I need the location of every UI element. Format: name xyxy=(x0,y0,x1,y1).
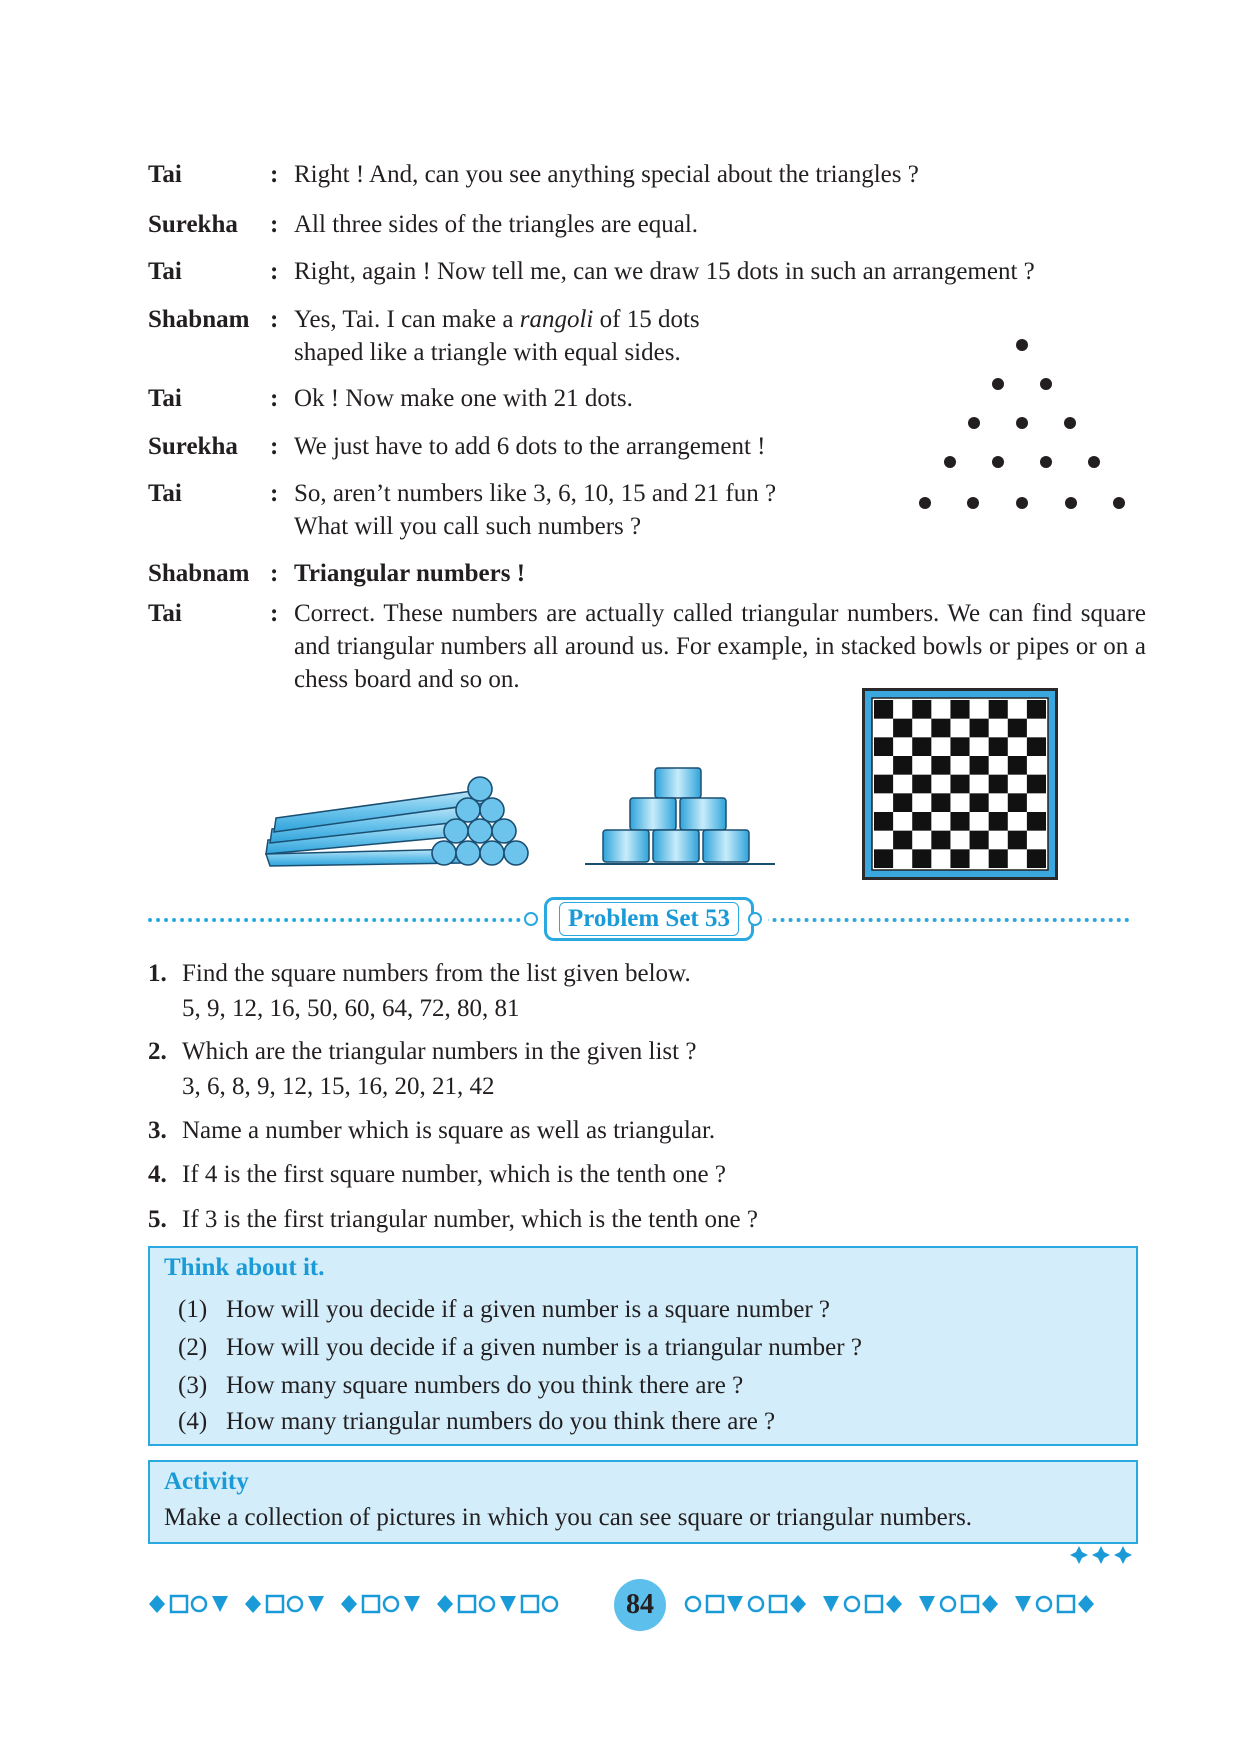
think-item-number: (2) xyxy=(178,1334,208,1361)
colon: : xyxy=(270,161,279,188)
chess-square xyxy=(874,812,893,831)
ornament-shape xyxy=(770,1596,786,1612)
chess-square xyxy=(1008,756,1027,775)
bowls-stack-icon xyxy=(585,765,775,870)
pipes-stack-icon xyxy=(262,765,537,880)
ornament-shape xyxy=(1015,1596,1031,1612)
chess-square xyxy=(912,737,931,756)
speaker: Tai xyxy=(148,600,182,627)
ornament-shape xyxy=(962,1596,978,1612)
end-diamonds-icon xyxy=(1068,1544,1134,1566)
dialogue-text: We just have to add 6 dots to the arrangement ! xyxy=(294,433,766,460)
problem-text: If 4 is the first square number, which is the tenth one ? xyxy=(182,1161,726,1188)
chess-square xyxy=(950,849,969,868)
colon: : xyxy=(270,560,279,587)
colon: : xyxy=(270,480,279,507)
problem-list: 3, 6, 8, 9, 12, 15, 16, 20, 21, 42 xyxy=(182,1073,495,1100)
colon: : xyxy=(270,258,279,285)
colon: : xyxy=(270,433,279,460)
chess-square xyxy=(874,737,893,756)
ornament-shape xyxy=(919,1596,935,1612)
ornament-shape xyxy=(1078,1595,1094,1613)
ornament-shape xyxy=(308,1596,324,1612)
problem-number: 5. xyxy=(148,1206,167,1233)
chess-square xyxy=(989,737,1008,756)
ornament-shape xyxy=(363,1596,379,1612)
speaker: Shabnam xyxy=(148,560,250,587)
dialogue-text: So, aren’t numbers like 3, 6, 10, 15 and 21 fun ? xyxy=(294,480,777,507)
colon: : xyxy=(270,385,279,412)
problem-text: Find the square numbers from the list given below. xyxy=(182,960,691,987)
chess-square xyxy=(970,793,989,812)
ornament-shape xyxy=(749,1597,763,1611)
ornament-shape xyxy=(288,1597,302,1611)
chess-square xyxy=(1008,831,1027,850)
activity-box xyxy=(148,1460,1138,1544)
think-box xyxy=(148,1246,1138,1446)
colon: : xyxy=(270,600,279,627)
speaker: Surekha xyxy=(148,433,238,460)
ornament-shape xyxy=(845,1597,859,1611)
ornament-shape xyxy=(149,1595,165,1613)
dialogue-text: All three sides of the triangles are equal. xyxy=(294,211,699,238)
problem-set-title xyxy=(530,897,768,937)
chess-square xyxy=(874,849,893,868)
ornament-shape xyxy=(886,1595,902,1613)
think-item-number: (1) xyxy=(178,1296,208,1323)
dialogue-text-line2: What will you call such numbers ? xyxy=(294,513,642,540)
ornament-shape xyxy=(480,1597,494,1611)
chess-square xyxy=(970,719,989,738)
chess-square xyxy=(970,831,989,850)
chess-square xyxy=(989,849,1008,868)
speaker: Tai xyxy=(148,161,182,188)
chess-square xyxy=(874,700,893,719)
ornament-shape xyxy=(707,1596,723,1612)
ornament-shape xyxy=(823,1596,839,1612)
chess-square xyxy=(931,831,950,850)
colon: : xyxy=(270,211,279,238)
problem-number: 4. xyxy=(148,1161,167,1188)
ornament-shape xyxy=(941,1597,955,1611)
ornament-shape xyxy=(459,1596,475,1612)
ornament-shape xyxy=(384,1597,398,1611)
page-number-badge xyxy=(614,1579,666,1631)
footer-ornament-left-icon xyxy=(148,1592,598,1616)
footer-ornament-right-icon xyxy=(684,1592,1134,1616)
ornament-shape xyxy=(1058,1596,1074,1612)
dialogue-text: Right, again ! Now tell me, can we draw 15 dots in such an arrangement ? xyxy=(294,258,1035,285)
ornament-shape xyxy=(267,1596,283,1612)
dialogue-text: Correct. These numbers are actually called triangular numbers. We can find square and triangular numbers all around us. For example, in stacked bowls or pipes or on a chess board and so on. xyxy=(294,600,1146,693)
dialogue-text: Right ! And, can you see anything special about the triangles ? xyxy=(294,161,919,188)
ring-left-icon xyxy=(524,912,538,926)
think-item-text: How will you decide if a given number is a square number ? xyxy=(226,1296,830,1323)
ornament-shape xyxy=(1037,1597,1051,1611)
activity-text: Make a collection of pictures in which you can see square or triangular numbers. xyxy=(164,1504,973,1531)
ornament-shape xyxy=(404,1596,420,1612)
chess-square xyxy=(931,719,950,738)
chess-square xyxy=(970,756,989,775)
think-item-number: (4) xyxy=(178,1408,208,1435)
problem-number: 2. xyxy=(148,1038,167,1065)
ornament-shape xyxy=(790,1595,806,1613)
chess-square xyxy=(950,700,969,719)
chess-square xyxy=(1008,793,1027,812)
ornament-shape xyxy=(543,1597,557,1611)
colon: : xyxy=(270,306,279,333)
chess-square xyxy=(912,849,931,868)
chess-square xyxy=(912,700,931,719)
dialogue-text-line2: shaped like a triangle with equal sides. xyxy=(294,339,681,366)
ornament-shape xyxy=(522,1596,538,1612)
dot-triangle-icon xyxy=(915,335,1135,520)
problem-list: 5, 9, 12, 16, 50, 60, 64, 72, 80, 81 xyxy=(182,995,520,1022)
chess-square xyxy=(1027,737,1046,756)
ornament-shape xyxy=(727,1596,743,1612)
chess-square xyxy=(893,719,912,738)
dialogue-text: Yes, Tai. I can make a rangoli of 15 dots xyxy=(294,306,700,333)
chess-square xyxy=(950,812,969,831)
problem-number: 3. xyxy=(148,1117,167,1144)
chess-square xyxy=(1027,849,1046,868)
ornament-shape xyxy=(500,1596,516,1612)
chess-square xyxy=(989,700,1008,719)
ring-right-icon xyxy=(748,912,762,926)
speaker: Tai xyxy=(148,385,182,412)
speaker: Tai xyxy=(148,258,182,285)
chess-square xyxy=(1008,719,1027,738)
chess-square xyxy=(912,775,931,794)
chess-square xyxy=(1027,700,1046,719)
chess-square xyxy=(950,737,969,756)
chess-board-icon xyxy=(862,688,1058,880)
think-item-number: (3) xyxy=(178,1372,208,1399)
speaker: Shabnam xyxy=(148,306,250,333)
activity-title: Activity xyxy=(164,1468,249,1495)
ornament-shape xyxy=(212,1596,228,1612)
ornament-shape xyxy=(686,1597,700,1611)
ornament-shape xyxy=(866,1596,882,1612)
chess-square xyxy=(1027,812,1046,831)
chess-square xyxy=(931,793,950,812)
problem-text: Which are the triangular numbers in the given list ? xyxy=(182,1038,697,1065)
think-item-text: How many square numbers do you think there are ? xyxy=(226,1372,744,1399)
chess-square xyxy=(893,831,912,850)
ornament-shape xyxy=(245,1595,261,1613)
ornament-shape xyxy=(437,1595,453,1613)
speaker: Tai xyxy=(148,480,182,507)
chess-square xyxy=(893,756,912,775)
problem-number: 1. xyxy=(148,960,167,987)
dialogue-text: Ok ! Now make one with 21 dots. xyxy=(294,385,633,412)
chess-square xyxy=(989,775,1008,794)
ornament-shape xyxy=(192,1597,206,1611)
ornament-shape xyxy=(982,1595,998,1613)
think-item-text: How many triangular numbers do you think there are ? xyxy=(226,1408,776,1435)
page-number: 84 xyxy=(626,1589,654,1620)
rangoli-word: rangoli xyxy=(519,306,594,333)
chess-square xyxy=(893,793,912,812)
problem-text: Name a number which is square as well as triangular. xyxy=(182,1117,716,1144)
chess-square xyxy=(912,812,931,831)
chess-square xyxy=(989,812,1008,831)
ornament-shape xyxy=(341,1595,357,1613)
ornament-shape xyxy=(171,1596,187,1612)
speaker: Surekha xyxy=(148,211,238,238)
think-title: Think about it. xyxy=(164,1254,325,1281)
problem-text: If 3 is the first triangular number, which is the tenth one ? xyxy=(182,1206,758,1233)
dialogue-text: Triangular numbers ! xyxy=(294,560,526,587)
chess-square xyxy=(950,775,969,794)
chess-square xyxy=(1027,775,1046,794)
think-item-text: How will you decide if a given number is a triangular number ? xyxy=(226,1334,862,1361)
problem-set-title-text: Problem Set 53 xyxy=(559,902,739,936)
chess-square xyxy=(931,756,950,775)
chess-square xyxy=(874,775,893,794)
